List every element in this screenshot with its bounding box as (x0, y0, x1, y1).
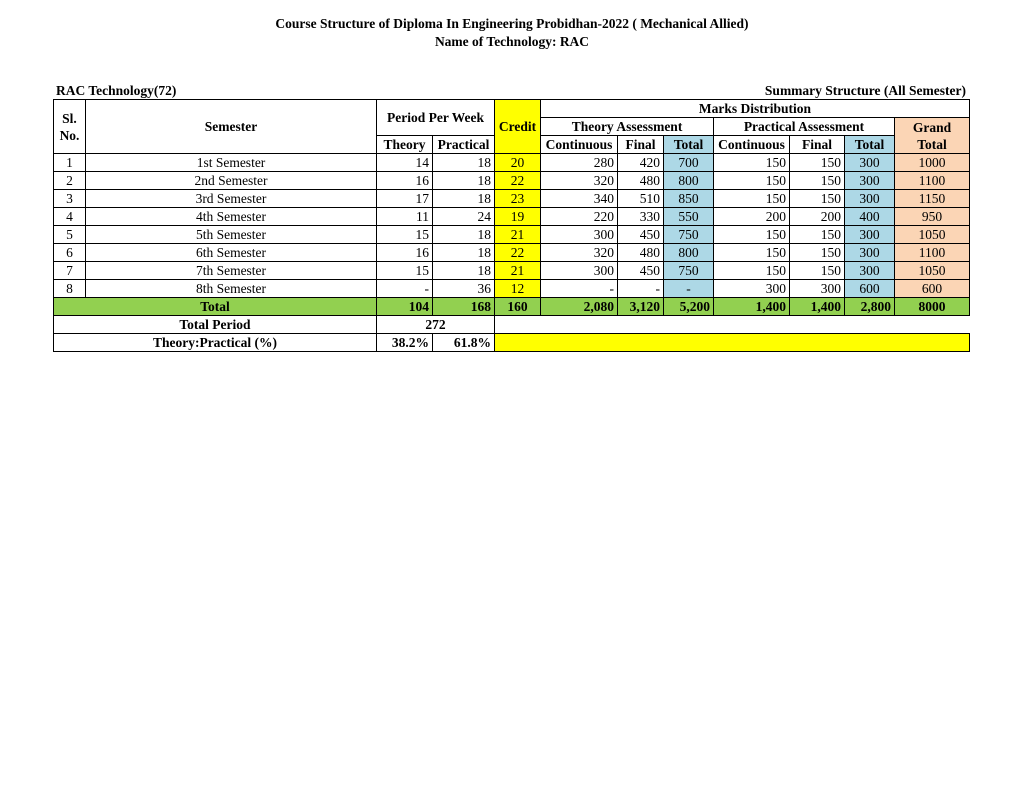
row-grand-total: 1150 (895, 190, 970, 208)
row-practical-final: 200 (790, 208, 845, 226)
row-semester: 7th Semester (86, 262, 377, 280)
header-practical-total: Total (845, 136, 895, 154)
ratio-practical: 61.8% (433, 334, 495, 352)
row-semester: 3rd Semester (86, 190, 377, 208)
row-practical-continuous: 300 (714, 280, 790, 298)
row-grand-total: 950 (895, 208, 970, 226)
total-practical-total: 2,800 (845, 298, 895, 316)
row-practical-final: 150 (790, 172, 845, 190)
row-theory-continuous: 300 (541, 262, 618, 280)
row-sl: 5 (54, 226, 86, 244)
row-practical-period: 18 (433, 190, 495, 208)
total-practical-continuous: 1,400 (714, 298, 790, 316)
document-title: Course Structure of Diploma In Engineering Probidhan-2022 ( Mechanical Allied) (275, 16, 749, 31)
row-theory-total: 800 (664, 172, 714, 190)
row-theory-total: 700 (664, 154, 714, 172)
total-row (54, 298, 970, 316)
row-practical-continuous: 150 (714, 190, 790, 208)
row-practical-final: 150 (790, 154, 845, 172)
row-theory-continuous: 280 (541, 154, 618, 172)
row-theory-total: - (664, 280, 714, 298)
row-credit: 12 (495, 280, 541, 298)
row-semester: 8th Semester (86, 280, 377, 298)
row-theory-final: 450 (618, 262, 664, 280)
row-semester: 4th Semester (86, 208, 377, 226)
row-theory-continuous: 340 (541, 190, 618, 208)
header-sl: Sl. No. (54, 100, 86, 154)
row-theory-period: 14 (377, 154, 433, 172)
total-practical: 168 (433, 298, 495, 316)
total-theory-continuous: 2,080 (541, 298, 618, 316)
row-theory-total: 550 (664, 208, 714, 226)
row-practical-final: 300 (790, 280, 845, 298)
row-sl: 3 (54, 190, 86, 208)
row-credit: 21 (495, 262, 541, 280)
row-practical-total: 600 (845, 280, 895, 298)
row-grand-total: 1000 (895, 154, 970, 172)
summary-label: Summary Structure (All Semester) (764, 83, 966, 98)
row-credit: 20 (495, 154, 541, 172)
row-practical-total: 300 (845, 244, 895, 262)
total-theory-total: 5,200 (664, 298, 714, 316)
row-sl: 1 (54, 154, 86, 172)
ratio-theory: 38.2% (377, 334, 433, 352)
row-theory-final: 450 (618, 226, 664, 244)
technology-label: RAC Technology(72) (56, 83, 177, 98)
row-practical-continuous: 150 (714, 244, 790, 262)
row-theory-total: 750 (664, 262, 714, 280)
row-practical-period: 24 (433, 208, 495, 226)
total-period-label: Total Period (54, 316, 377, 334)
total-theory-final: 3,120 (618, 298, 664, 316)
table-row (54, 190, 970, 208)
header-practical-continuous: Continuous (714, 136, 790, 154)
header-theory-final: Final (618, 136, 664, 154)
row-theory-period: 16 (377, 172, 433, 190)
total-theory: 104 (377, 298, 433, 316)
row-practical-total: 300 (845, 190, 895, 208)
row-theory-final: 480 (618, 244, 664, 262)
row-grand-total: 1050 (895, 226, 970, 244)
table-body (54, 100, 970, 154)
header-theory-total: Total (664, 136, 714, 154)
row-practical-total: 300 (845, 154, 895, 172)
row-practical-continuous: 200 (714, 208, 790, 226)
row-theory-continuous: 220 (541, 208, 618, 226)
header-credit: Credit (495, 100, 541, 154)
row-sl: 6 (54, 244, 86, 262)
ratio-row (54, 334, 970, 352)
ratio-highlight-bar (495, 334, 970, 352)
table-row (54, 208, 970, 226)
row-theory-continuous: 320 (541, 172, 618, 190)
row-practical-period: 36 (433, 280, 495, 298)
semester-rows (54, 154, 970, 298)
row-theory-total: 850 (664, 190, 714, 208)
total-label: Total (54, 298, 377, 316)
row-practical-final: 150 (790, 190, 845, 208)
row-practical-total: 300 (845, 226, 895, 244)
row-grand-total: 1100 (895, 244, 970, 262)
row-practical-continuous: 150 (714, 226, 790, 244)
course-structure-table (53, 99, 970, 352)
row-theory-continuous: 300 (541, 226, 618, 244)
row-practical-period: 18 (433, 226, 495, 244)
row-semester: 2nd Semester (86, 172, 377, 190)
header-practical-assessment: Practical Assessment (714, 118, 895, 136)
header-theory-continuous: Continuous (541, 136, 618, 154)
row-theory-total: 750 (664, 226, 714, 244)
row-theory-final: 480 (618, 172, 664, 190)
row-theory-period: 15 (377, 226, 433, 244)
header-theory: Theory (377, 136, 433, 154)
row-grand-total: 1100 (895, 172, 970, 190)
row-semester: 6th Semester (86, 244, 377, 262)
row-theory-final: 330 (618, 208, 664, 226)
table-row (54, 172, 970, 190)
row-credit: 19 (495, 208, 541, 226)
technology-name: Name of Technology: RAC (434, 34, 590, 49)
row-sl: 2 (54, 172, 86, 190)
total-period-row (54, 316, 970, 334)
row-practical-continuous: 150 (714, 172, 790, 190)
row-practical-final: 150 (790, 262, 845, 280)
row-semester: 5th Semester (86, 226, 377, 244)
header-practical-final: Final (790, 136, 845, 154)
row-theory-period: 17 (377, 190, 433, 208)
table-row (54, 226, 970, 244)
row-theory-period: 11 (377, 208, 433, 226)
header-period-per-week: Period Per Week (377, 100, 495, 136)
row-theory-period: - (377, 280, 433, 298)
header-grand-total: Grand Total (895, 118, 970, 154)
row-theory-final: 510 (618, 190, 664, 208)
row-practical-period: 18 (433, 262, 495, 280)
total-period-value: 272 (377, 316, 495, 334)
row-credit: 21 (495, 226, 541, 244)
row-practical-final: 150 (790, 226, 845, 244)
blank-cell (495, 316, 970, 334)
table-row (54, 154, 970, 172)
row-practical-period: 18 (433, 172, 495, 190)
row-theory-period: 16 (377, 244, 433, 262)
row-practical-continuous: 150 (714, 154, 790, 172)
total-credit: 160 (495, 298, 541, 316)
total-practical-final: 1,400 (790, 298, 845, 316)
row-theory-continuous: 320 (541, 244, 618, 262)
row-practical-final: 150 (790, 244, 845, 262)
header-marks-distribution: Marks Distribution (541, 100, 970, 118)
row-theory-continuous: - (541, 280, 618, 298)
row-theory-period: 15 (377, 262, 433, 280)
row-practical-period: 18 (433, 244, 495, 262)
row-practical-total: 300 (845, 262, 895, 280)
row-sl: 7 (54, 262, 86, 280)
table-row (54, 244, 970, 262)
row-semester: 1st Semester (86, 154, 377, 172)
row-sl: 8 (54, 280, 86, 298)
ratio-label: Theory:Practical (%) (54, 334, 377, 352)
row-credit: 22 (495, 172, 541, 190)
row-practical-total: 300 (845, 172, 895, 190)
row-grand-total: 600 (895, 280, 970, 298)
header-theory-assessment: Theory Assessment (541, 118, 714, 136)
header-row-1 (54, 100, 970, 118)
table-footer (54, 298, 970, 352)
row-credit: 22 (495, 244, 541, 262)
row-practical-period: 18 (433, 154, 495, 172)
row-practical-continuous: 150 (714, 262, 790, 280)
row-theory-final: 420 (618, 154, 664, 172)
row-credit: 23 (495, 190, 541, 208)
header-semester: Semester (86, 100, 377, 154)
row-theory-total: 800 (664, 244, 714, 262)
header-practical: Practical (433, 136, 495, 154)
table-row (54, 262, 970, 280)
row-sl: 4 (54, 208, 86, 226)
row-practical-total: 400 (845, 208, 895, 226)
row-theory-final: - (618, 280, 664, 298)
total-grand: 8000 (895, 298, 970, 316)
table-row (54, 280, 970, 298)
row-grand-total: 1050 (895, 262, 970, 280)
